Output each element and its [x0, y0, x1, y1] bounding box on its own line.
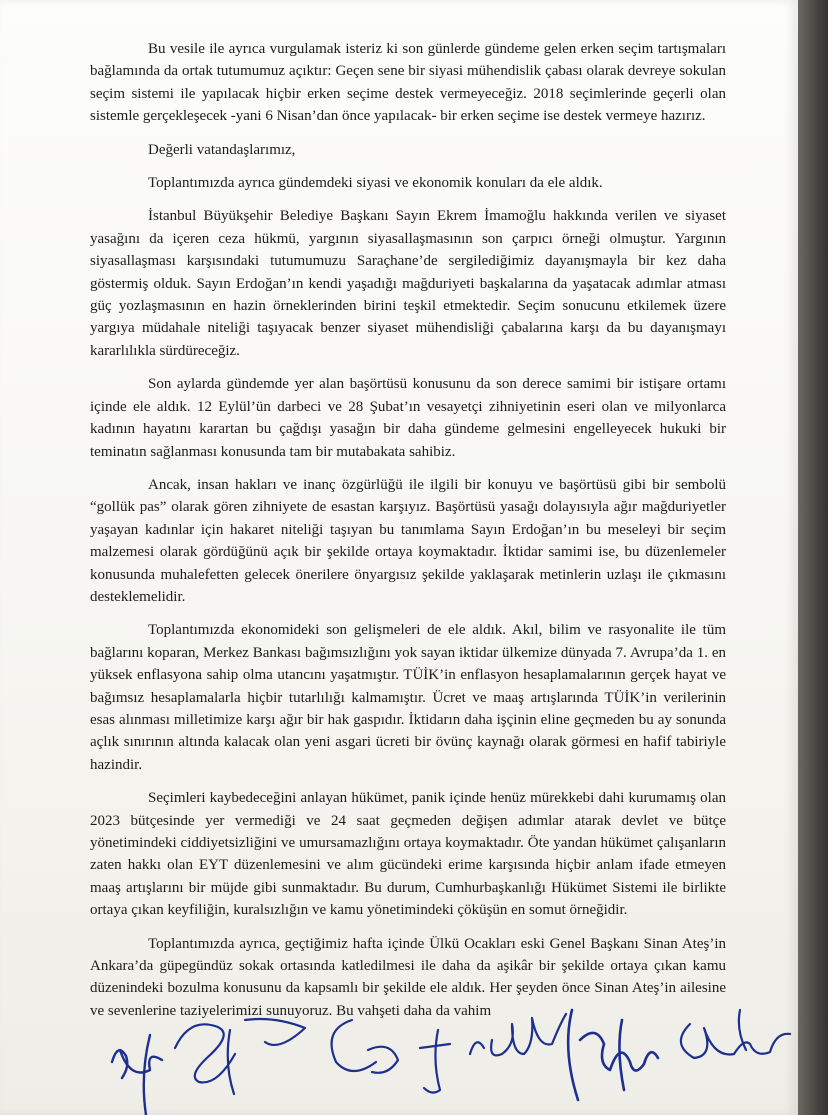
paragraph: İstanbul Büyükşehir Belediye Başkanı Sayın Ekrem İmamoğlu hakkında verilen ve siyaset yasağını da içeren ceza hükmü, yargının siyasallaşmasının son çarpıcı örneği olmuştur. Yargının siyasallaşması karşısındaki tutumumuzu Saraçhane’de sergilediğimiz dayanışmayla bir kez daha göstermiş olduk. Sayın Erdoğan’ın kendi yaşadığı mağduriyeti başkalarına da yaşatacak adımlar atması güç yozlaşmasının en hazin örneklerinden birini teşkil etmektedir. Seçim sonucunu etkilemek üzere yargıya müdahale niteliği taşıyacak benzer siyaset mühendisliği çabalarına karşı da bu dayanışmayı kararlılıkla sürdüreceğiz. — [90, 208, 726, 359]
salutation: Değerli vatandaşlarımız, — [148, 141, 296, 158]
document-body — [90, 38, 726, 1033]
paragraph: Toplantımızda ekonomideki son gelişmeleri de ele aldık. Akıl, bilim ve rasyonalite ile tüm bağlarını koparan, Merkez Bankası bağımsızlığını yok sayan iktidar ülkemize dünyada 7. Avrupa’da 1. en yüksek enflasyona sahip olma utancını yaşatmıştır. TÜİK’in enflasyon hesaplamalarının gerçek hayat ve bağımsız hesaplamalarla hiçbir tutarlılığı kalmamıştır. Ücret ve maaş artışlarında TÜİK’in verilerinin esas alınması milletimize karşı ağır bir hak gaspıdır. İktidarın daha işçinin eline geçmeden bu ay sonunda açlık sınırının altında kalacak olan yeni asgari ücreti bir övünç kaynağı olarak görmesi en hafif tabiriyle hazindir. — [90, 622, 726, 773]
signature-1 — [112, 1035, 162, 1115]
paragraph: Toplantımızda ayrıca, geçtiğimiz hafta içinde Ülkü Ocakları eski Genel Başkanı Sinan Ateş’in Ankara’da güpegündüz sokak ortasında katledilmesi ile daha da aşikâr bir şekilde ortaya çıkan kamu düzenindeki bozulma konusunu da kapsamlı bir şekilde ele aldık. Her şeyden önce Sinan Ateş’in ailesine ve sevenlerine taziyelerimizi sunuyoruz. Bu vahşeti daha da vahim — [90, 935, 726, 1019]
paragraph: Toplantımızda ayrıca gündemdeki siyasi ve ekonomik konuları da ele aldık. — [148, 175, 603, 192]
page-shadow-edge — [798, 0, 828, 1115]
paragraph: Seçimleri kaybedeceğini anlayan hükümet, panik içinde henüz mürekkebi dahi kurumamış olan 2023 bütçesinde yer vermediği ve 24 saat geçmeden değişen adımlar atarak devlet ve bütçe yönetimindeki ciddiyetsizliğini ve umursamazlığını ortaya koymaktadır. Öte yandan hükümet çalışanların zaten hakkı olan EYT düzenlemesini ve alım gücündeki erime karşısında hiçbir anlam ifade etmeyen maaş artışlarını bir müjde gibi sunmaktadır. Bu durum, Cumhurbaşkanlığı Hükümet Sistemi ile birlikte ortaya çıkan keyfiliğin, kuralsızlığın ve kamu yönetimindeki çöküşün en somut örneğidir. — [90, 790, 726, 919]
paragraph: Ancak, insan hakları ve inanç özgürlüğü ile ilgili bir konuyu ve başörtüsü gibi bir sembolü “gollük pas” olarak gören zihniyete de esastan karşıyız. Başörtüsü yasağı dolayısıyla ağır mağduriyetler yaşayan kadınlar için hakaret niteliği taşıyan bu tanımlama Sayın Erdoğan’ın bu meseleyi bir seçim malzemesi olarak gördüğünü açık bir şekilde ortaya koymaktadır. İktidar samimi ise, bu düzenlemeler konusunda muhalefetten gelecek önerilere önyargısız şekilde yaklaşarak metinlerin uzlaşı ile çıkmasını desteklemelidir. — [90, 476, 726, 605]
paragraph: Son aylarda gündemde yer alan başörtüsü konusunu da son derece samimi bir istişare ortamı içinde ele aldık. 12 Eylül’ün darbeci ve 28 Şubat’ın vesayetçi zihniyetinin eseri olan ve milyonlarca kadının hayatını karartan bu çağdışı yasağın bir daha gündeme gelmesini engelleyecek hukuki bir teminatın sağlanması konusunda tam bir mutabakata sahibiz. — [90, 376, 726, 460]
paragraph: Bu vesile ile ayrıca vurgulamak isteriz ki son günlerde gündeme gelen erken seçim tartışmaları bağlamında da ortak tutumumuz açıktır: Geçen sene bir siyasi mühendislik çabası olarak devreye sokulan seçim sistemi ile yapılacak hiçbir erken seçime destek vermeyeceğiz. 2018 seçimlerinde geçerli olan sistemle gerçekleşecek -yani 6 Nisan’dan önce yapılacak- bir erken seçime ise destek vermeye hazırız. — [90, 41, 726, 125]
